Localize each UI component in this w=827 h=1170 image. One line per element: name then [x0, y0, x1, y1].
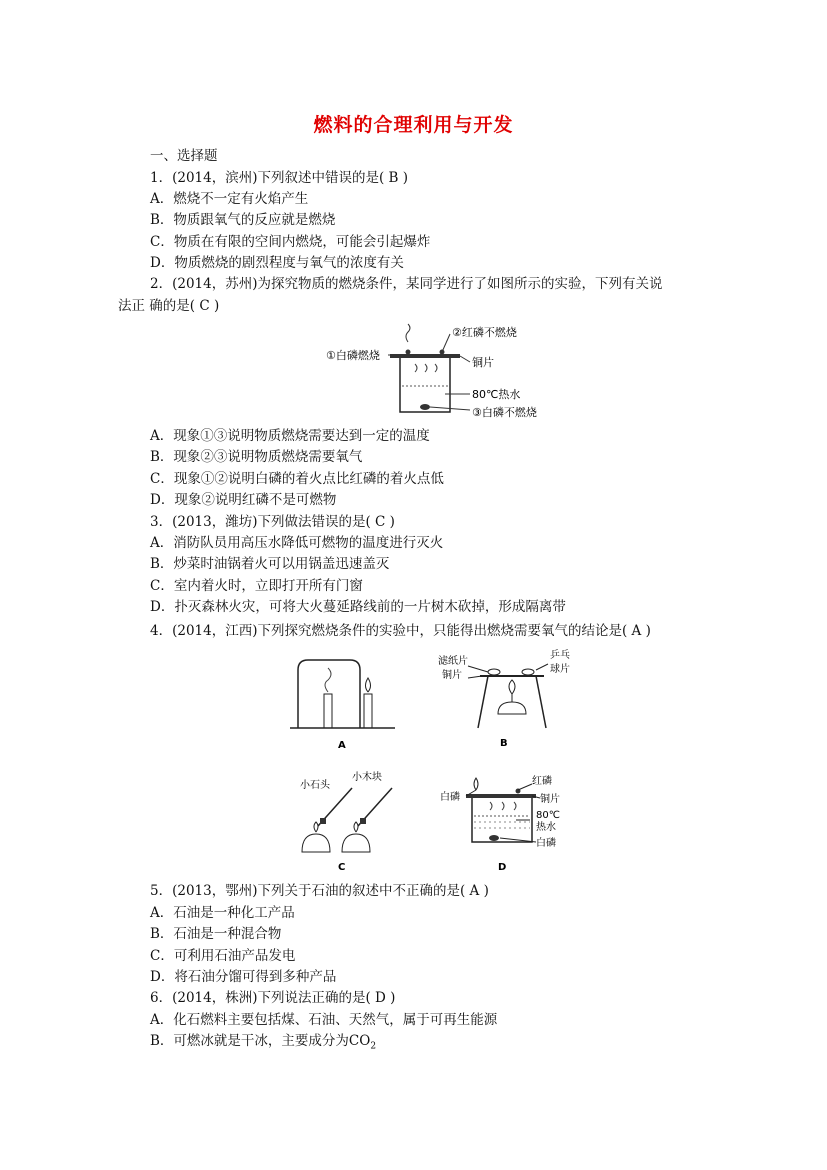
q4-figure-a [290, 650, 400, 755]
q3-option-d: D．扑灭森林火灾，可将大火蔓延路线前的一片树木砍掉，形成隔离带 [150, 599, 566, 615]
q2-option-b: B．现象②③说明物质燃烧需要氧气 [150, 449, 363, 465]
fig-b-letter: B [500, 738, 508, 749]
label-white-phosphorus-water: ③白磷不燃烧 [472, 406, 537, 419]
alcohol-lamp-left-icon [302, 834, 330, 852]
q2-option-c: C．现象①②说明白磷的着火点比红磷的着火点低 [150, 471, 444, 487]
q2-option-a: A．现象①③说明物质燃烧需要达到一定的温度 [150, 428, 430, 444]
copper-plate-icon [466, 794, 536, 798]
beaker-icon [400, 358, 450, 412]
candle-right-icon [364, 694, 372, 728]
q3-option-c: C．室内着火时，立即打开所有门窗 [150, 578, 363, 594]
label-white-phosphorus: 白磷 [440, 792, 460, 803]
flame-icon [474, 778, 478, 790]
q4-figure-d [436, 770, 576, 876]
label-temp: 80℃ [536, 810, 560, 821]
label-red-phosphorus: 红磷 [532, 776, 552, 787]
fig-a-letter: A [338, 740, 346, 751]
smoke-icon [406, 324, 410, 342]
q4-figure-c [290, 768, 400, 876]
q2-option-d: D．现象②说明红磷不是可燃物 [150, 492, 337, 508]
label-wood: 小木块 [352, 772, 382, 783]
q1-option-a: A．燃烧不一定有火焰产生 [150, 191, 309, 207]
q3-option-b: B．炒菜时油锅着火可以用锅盖迅速盖灭 [150, 556, 390, 572]
label-copper: 铜片 [442, 670, 462, 681]
flame-icon [366, 678, 371, 692]
label-hot-water: 热水 [536, 822, 556, 833]
q6-option-b-subscript: 2 [370, 1041, 377, 1052]
q5-stem: 5．(2013，鄂州)下列关于石油的叙述中不正确的是( A ) [150, 883, 489, 899]
fig-c-letter: C [338, 862, 346, 873]
label-copper: 铜片 [472, 356, 494, 369]
label-stone: 小石头 [300, 780, 330, 791]
q2-figure [320, 322, 537, 422]
q2-stem-line1: 2．(2014，苏州)为探究物质的燃烧条件，某同学进行了如图所示的实验，下列有关说 [150, 276, 663, 292]
q3-stem: 3．(2013，潍坊)下列做法错误的是( C ) [150, 514, 395, 530]
q1-option-d: D．物质燃烧的剧烈程度与氧气的浓度有关 [150, 255, 404, 271]
q3-option-a: A．消防队员用高压水降低可燃物的温度进行灭火 [150, 535, 444, 551]
fig-d-letter: D [498, 862, 507, 873]
alcohol-lamp-right-icon [342, 834, 370, 852]
q1-option-c: C．物质在有限的空间内燃烧，可能会引起爆炸 [150, 234, 431, 250]
candle-left-icon [324, 694, 332, 728]
q6-option-b-text: B．可燃冰就是干冰，主要成分为CO [150, 1033, 371, 1049]
label-pingpong-1: 乒乓 [550, 650, 570, 661]
q4-stem: 4．(2014，江西)下列探究燃烧条件的实验中，只能得出燃烧需要氧气的结论是( A ) [150, 623, 651, 639]
label-hot-water: 80℃热水 [472, 388, 521, 401]
q5-option-a: A．石油是一种化工产品 [150, 905, 295, 921]
section-heading: 一、选择题 [150, 148, 218, 164]
alcohol-lamp-icon [498, 702, 526, 714]
q1-stem: 1．(2014，滨州)下列叙述中错误的是( B ) [150, 170, 409, 186]
q5-option-b: B．石油是一种混合物 [150, 926, 282, 942]
label-white-phosphorus-water: 白磷 [536, 838, 556, 849]
q6-option-b [150, 1031, 376, 1057]
label-white-phosphorus: ①白磷燃烧 [326, 349, 380, 362]
label-red-phosphorus: ②红磷不燃烧 [452, 326, 517, 339]
q2-stem-line2: 法正 确的是( C ) [118, 298, 220, 314]
q6-option-a: A．化石燃料主要包括煤、石油、天然气，属于可再生能源 [150, 1012, 498, 1028]
label-copper: 铜片 [540, 794, 560, 805]
q5-option-c: C．可利用石油产品发电 [150, 948, 296, 964]
q6-stem: 6．(2014，株洲)下列说法正确的是( D ) [150, 990, 396, 1006]
q5-option-d: D．将石油分馏可得到多种产品 [150, 969, 337, 985]
q4-figure-b [432, 648, 572, 753]
label-filter-paper: 滤纸片 [438, 656, 468, 667]
label-pingpong-2: 球片 [550, 664, 570, 675]
page-title: 燃料的合理利用与开发 [313, 114, 514, 136]
q1-option-b: B．物质跟氧气的反应就是燃烧 [150, 212, 336, 228]
flame-icon [509, 680, 515, 694]
